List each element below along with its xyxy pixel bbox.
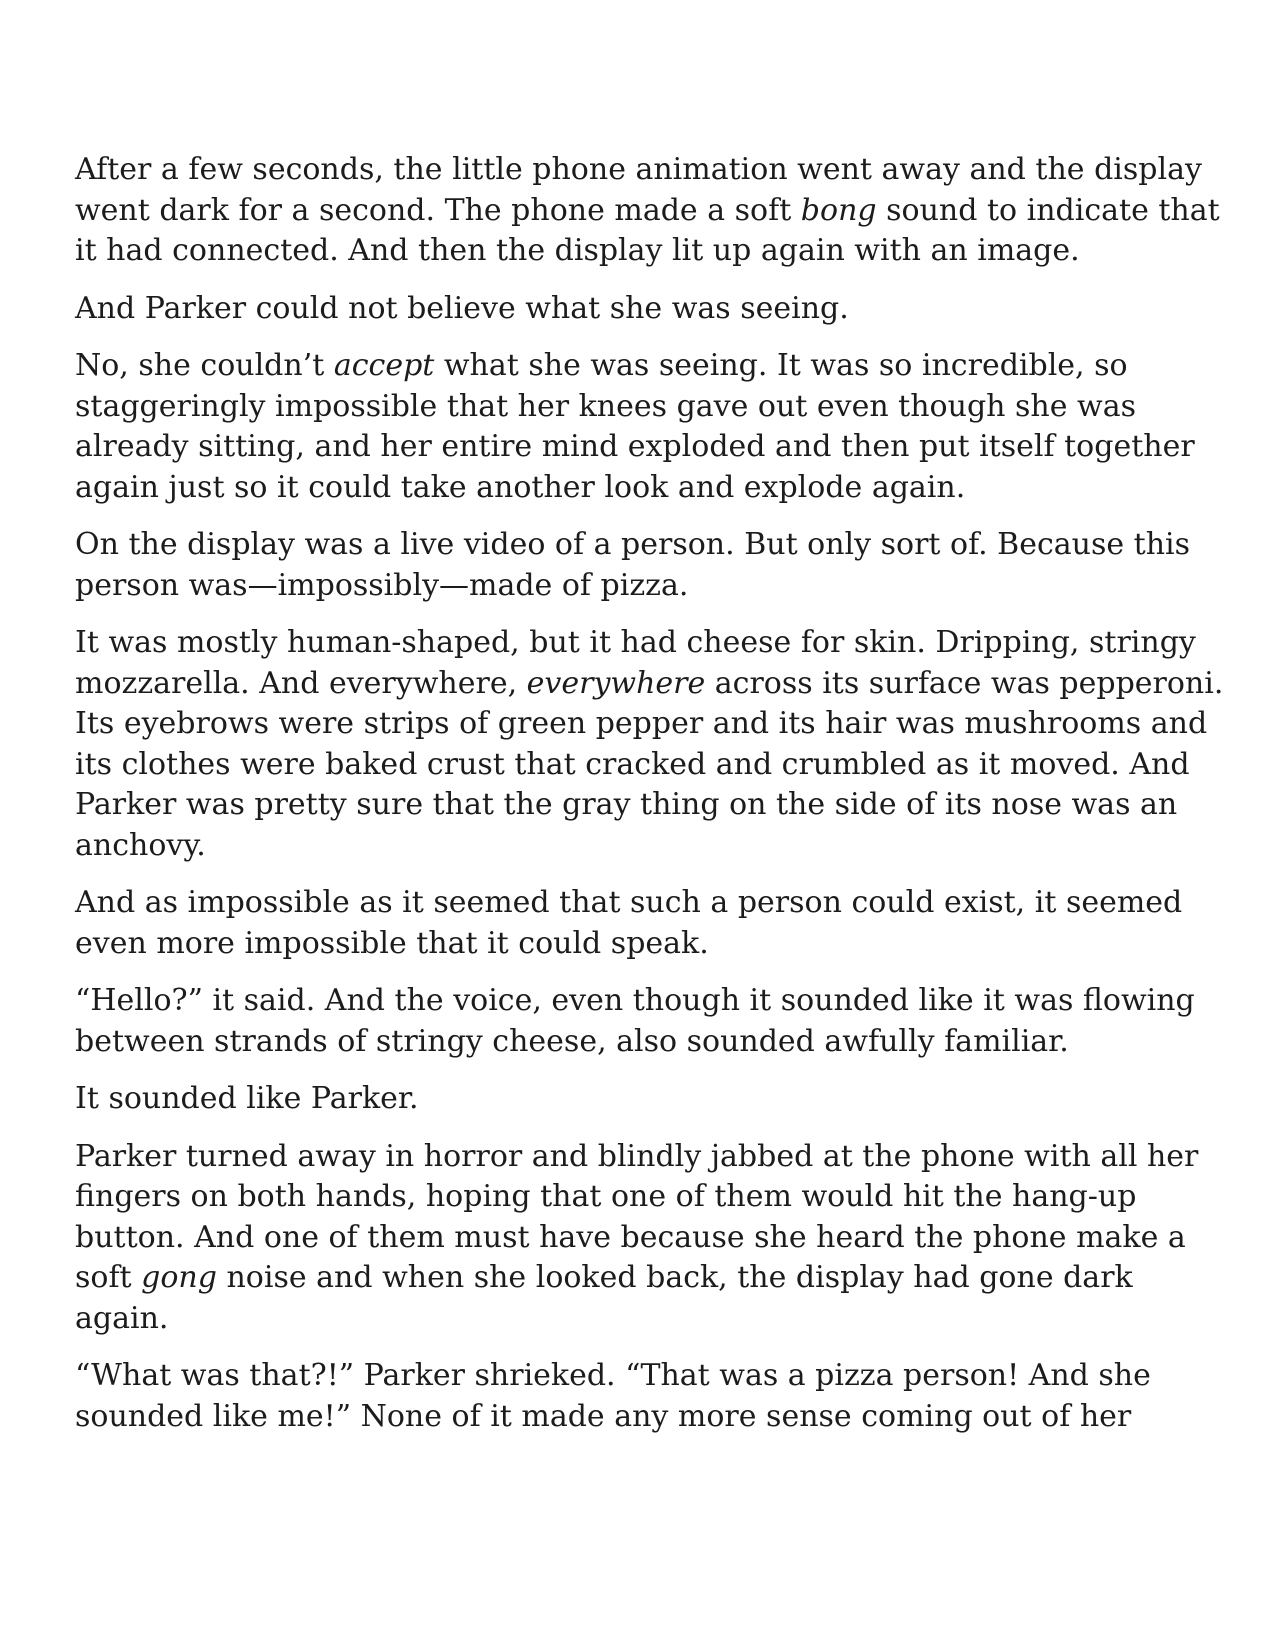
- paragraph: [75, 623, 1224, 866]
- text-run: And Parker could not believe what she was seeing.: [75, 290, 849, 326]
- text-line: [75, 150, 1205, 191]
- text-run: “What was that?!” Parker shrieked. “That was a pizza person! And she: [75, 1358, 1151, 1393]
- text-line: [75, 566, 1205, 607]
- text-line: [75, 924, 1205, 965]
- text-run: again just so it could take another look and explode again.: [75, 469, 966, 505]
- text-line: [75, 387, 1205, 428]
- paragraph: [75, 150, 1220, 272]
- text-line: [75, 1258, 1205, 1299]
- text-line: [75, 745, 1205, 786]
- text-line: [75, 289, 1205, 330]
- text-run: It sounded like Parker.: [75, 1081, 419, 1116]
- text-line: [75, 785, 1205, 826]
- text-line: [75, 525, 1205, 566]
- text-line: [75, 1177, 1205, 1218]
- text-run: After a few seconds, the little phone animation went away and the display: [75, 152, 1202, 187]
- text-run: Parker turned away in horror and blindly jabbed at the phone with all her: [75, 1138, 1199, 1174]
- paragraph: [75, 289, 1205, 330]
- text-run: across its surface was pepperoni.: [705, 665, 1224, 701]
- paragraph: [75, 1137, 1205, 1340]
- text-run: On the display was a live video of a person. But only sort of. Because this: [75, 527, 1191, 562]
- text-line: [75, 981, 1205, 1022]
- paragraph: [75, 1356, 1205, 1437]
- paragraph: [75, 346, 1205, 508]
- paragraph: [75, 1079, 1205, 1120]
- text-run: It was mostly human-shaped, but it had cheese for skin. Dripping, stringy: [75, 625, 1196, 660]
- text-run: noise and when she looked back, the display had gone dark: [216, 1260, 1133, 1295]
- text-line: [75, 826, 1205, 867]
- text-run: mozzarella. And everywhere,: [75, 665, 527, 701]
- paragraph: [75, 525, 1205, 606]
- text-line: [75, 704, 1208, 745]
- italic-text: bong: [800, 192, 877, 228]
- text-line: [75, 664, 1224, 705]
- text-line: [75, 1079, 1205, 1120]
- text-run: sounded like me!” None of it made any more sense coming out of her: [75, 1398, 1132, 1434]
- text-line: [75, 623, 1205, 664]
- text-run: what she was seeing. It was so incredible, so: [434, 348, 1128, 383]
- text-line: [75, 883, 1205, 924]
- text-run: No, she couldn’t: [75, 348, 334, 383]
- italic-text: accept: [333, 348, 435, 383]
- text-line: [75, 346, 1205, 387]
- text-line: [75, 1356, 1205, 1397]
- text-run: between strands of stringy cheese, also sounded awfully familiar.: [75, 1023, 1069, 1059]
- text-run: already sitting, and her entire mind exploded and then put itself together: [75, 429, 1195, 464]
- text-line: [75, 1022, 1205, 1063]
- paragraph: [75, 981, 1205, 1062]
- italic-text: gong: [141, 1260, 217, 1295]
- text-run: staggeringly impossible that her knees gave out even though she was: [75, 388, 1136, 424]
- text-run: Parker was pretty sure that the gray thing on the side of its nose was an: [75, 787, 1178, 822]
- body-text: [75, 150, 1224, 1454]
- text-line: [75, 427, 1205, 468]
- text-line: [75, 191, 1220, 232]
- text-run: went dark for a second. The phone made a soft: [75, 192, 801, 228]
- paragraph: [75, 883, 1205, 964]
- text-run: And as impossible as it seemed that such a person could exist, it seemed: [75, 885, 1183, 920]
- text-run: even more impossible that it could speak.: [75, 925, 709, 961]
- text-run: its clothes were baked crust that cracked and crumbled as it moved. And: [75, 746, 1190, 782]
- text-run: soft: [75, 1260, 142, 1295]
- italic-text: everywhere: [526, 665, 706, 701]
- text-run: button. And one of them must have because she heard the phone make a: [75, 1219, 1186, 1255]
- text-run: it had connected. And then the display lit up again with an image.: [75, 233, 1080, 268]
- text-line: [75, 1218, 1205, 1259]
- text-run: person was—impossibly—made of pizza.: [75, 567, 689, 603]
- text-run: sound to indicate that: [876, 192, 1220, 228]
- text-line: [75, 468, 1205, 509]
- text-run: fingers on both hands, hoping that one of them would hit the hang-up: [75, 1179, 1137, 1214]
- text-run: Its eyebrows were strips of green pepper and its hair was mushrooms and: [75, 706, 1208, 741]
- text-line: [75, 1137, 1205, 1178]
- text-run: anchovy.: [75, 827, 206, 863]
- text-run: “Hello?” it said. And the voice, even though it sounded like it was flowing: [75, 983, 1195, 1018]
- text-line: [75, 1299, 1205, 1340]
- text-line: [75, 1397, 1205, 1438]
- text-line: [75, 231, 1205, 272]
- text-run: again.: [75, 1300, 169, 1336]
